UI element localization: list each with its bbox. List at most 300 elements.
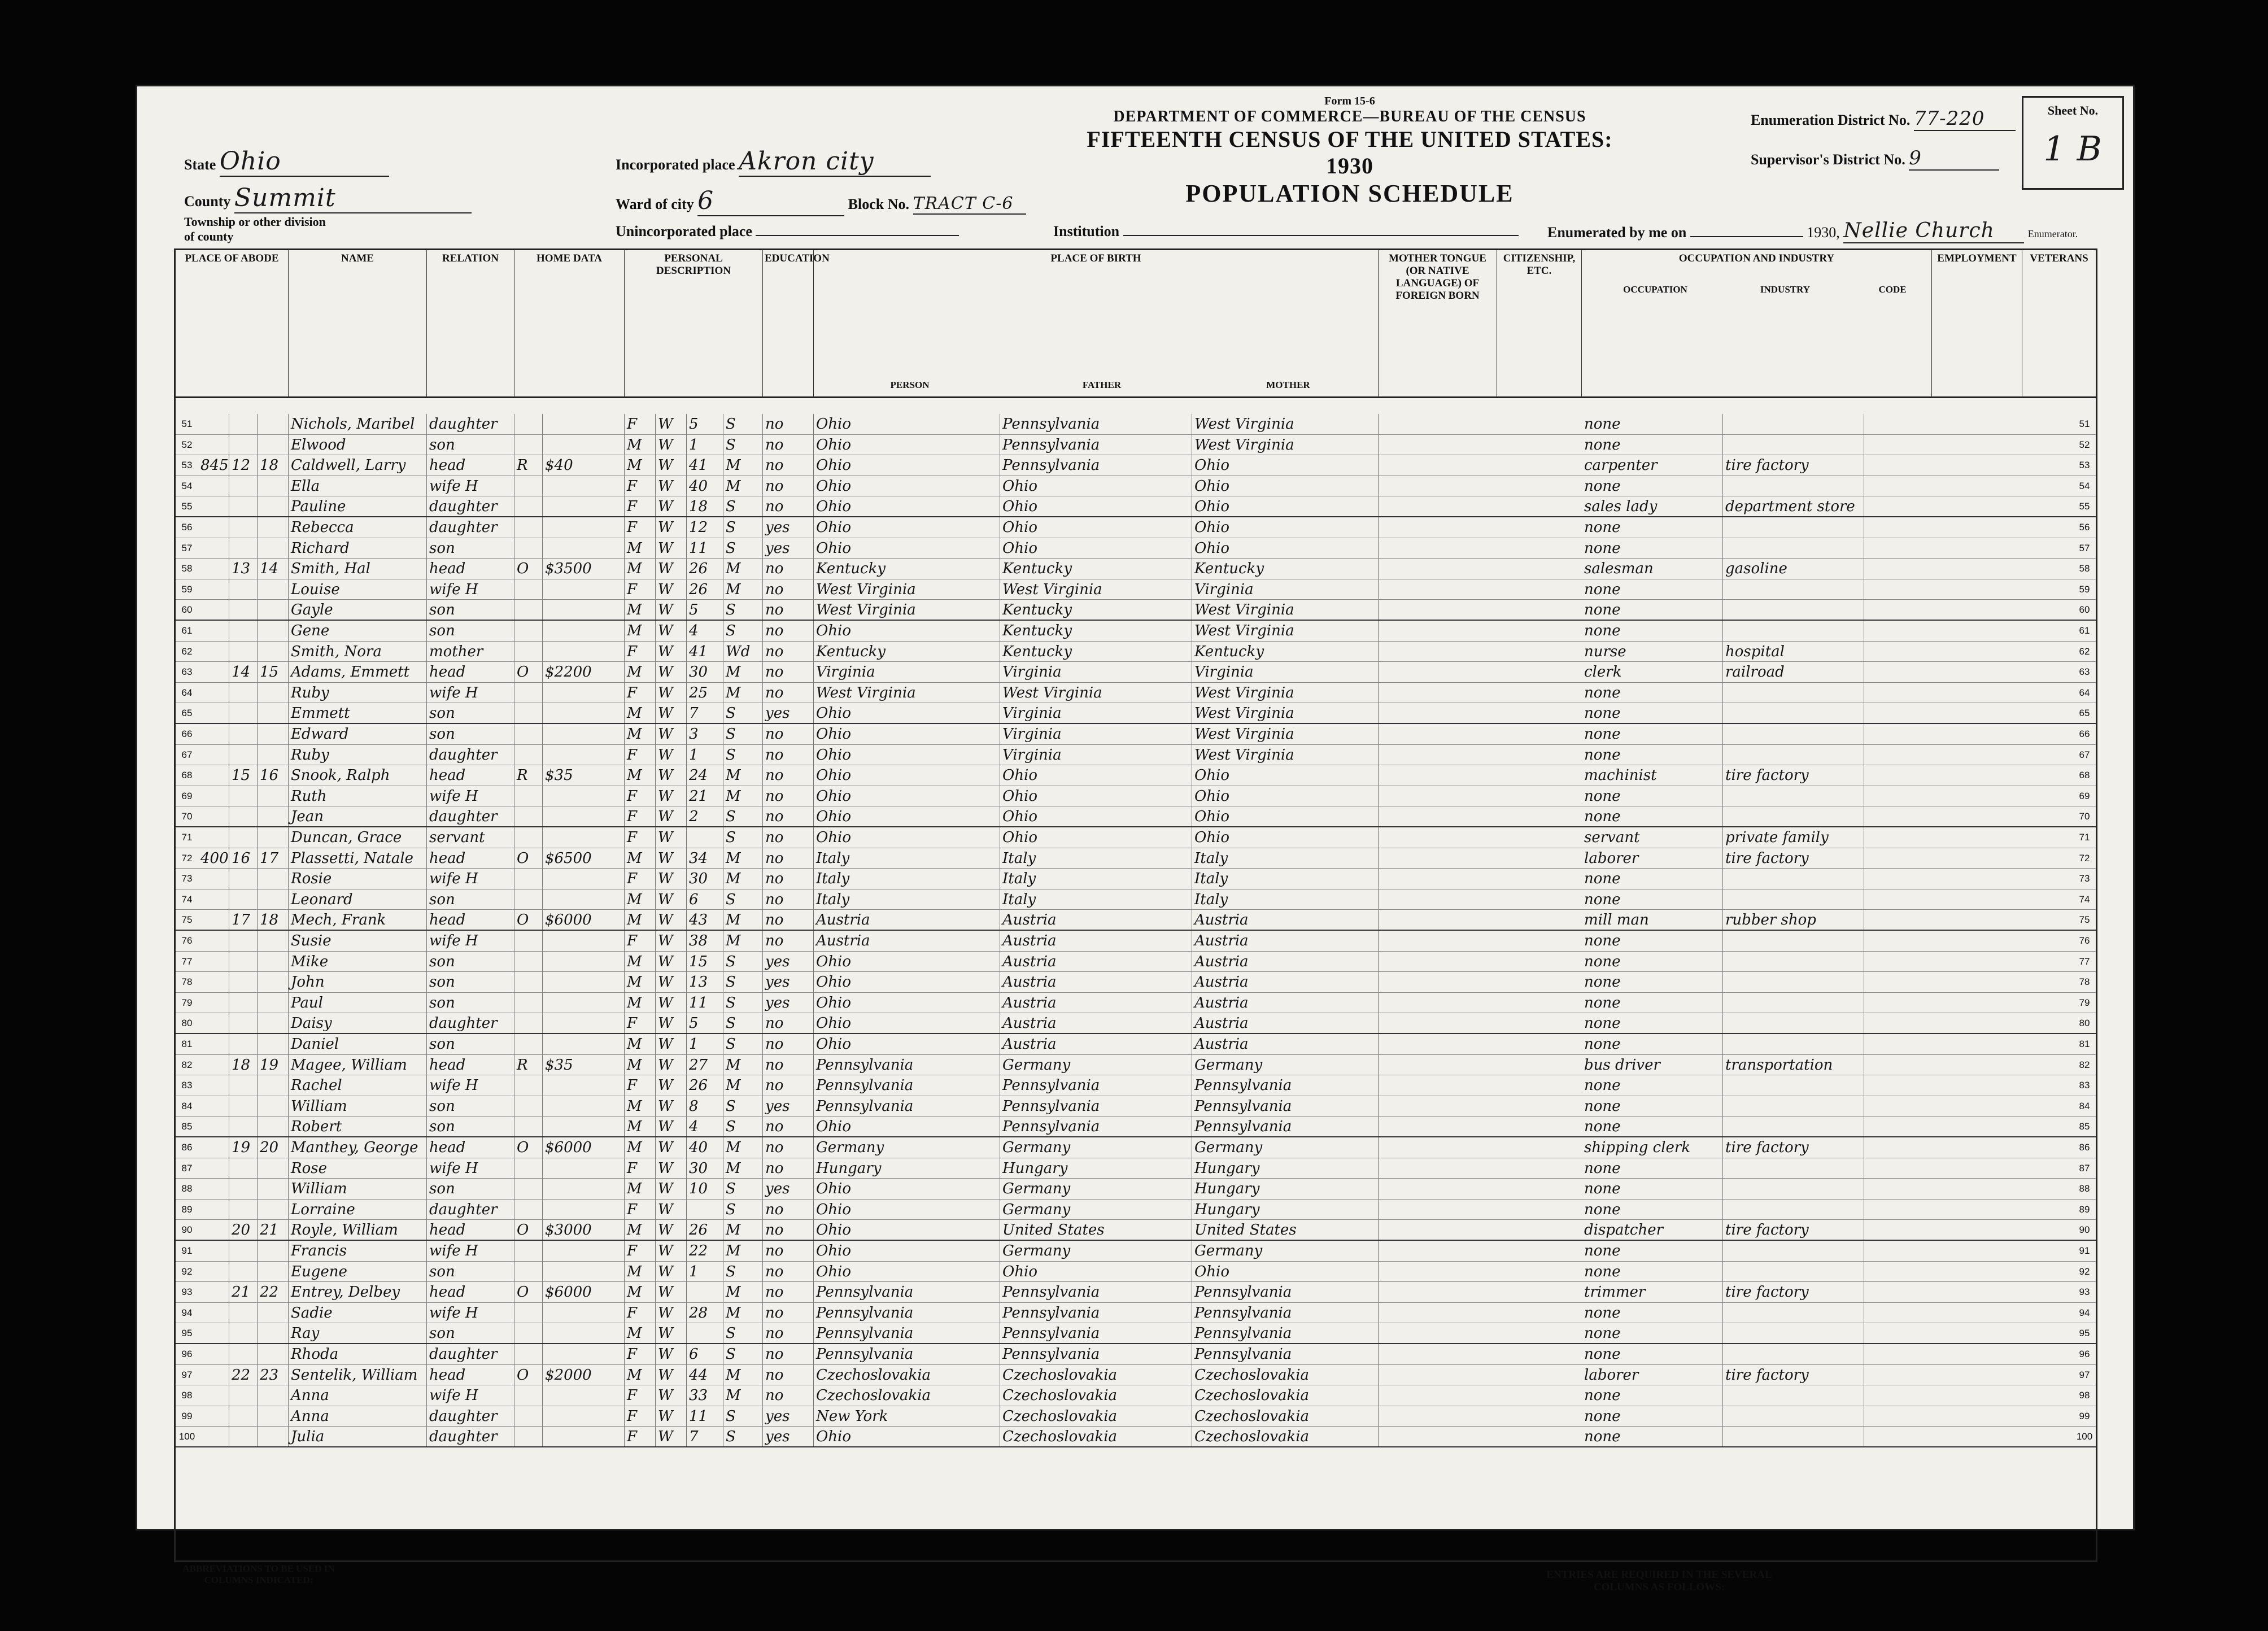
line-number: 80 [181,1018,193,1029]
cell-occ: none [1582,1013,1723,1033]
cell-ind [1723,435,1864,455]
cell-mother: Germany [1192,1241,1379,1261]
supervisor-label: Supervisor's District No. [1751,151,1905,168]
cell-value [543,517,625,538]
cell-home [514,931,543,951]
cell-value: $35 [543,765,625,786]
cell-father: Italy [1000,869,1192,889]
cell-age [687,827,723,848]
cell-father: Ohio [1000,806,1192,826]
cell-value [543,1385,625,1406]
table-row [176,765,2096,786]
table-row [176,1179,2096,1200]
cell-occ: sales lady [1582,496,1723,516]
cell-race: W [656,1117,687,1136]
cell-race: W [656,1282,687,1302]
footer [174,1563,2094,1631]
cell-race: W [656,1365,687,1385]
cell-home: R [514,1055,543,1075]
cell-rel: head [427,848,514,869]
cell-house [198,1262,229,1282]
cell-fam [258,745,289,765]
cell-age: 10 [687,1179,723,1199]
cell-age: 43 [687,910,723,930]
table-row [176,786,2096,807]
cell-fam [258,1344,289,1364]
cell-school: no [763,414,814,434]
table-row [176,1262,2096,1283]
cell-mother: Virginia [1192,662,1379,682]
cell-birth: Ohio [814,414,1000,434]
cell-sex: M [625,1137,656,1158]
cell-sex: F [625,1385,656,1406]
cell-school: no [763,1075,814,1096]
table-row [176,455,2096,476]
cell-father: Czechoslovakia [1000,1427,1192,1446]
line-number: 77 [181,956,193,967]
cell-home [514,724,543,744]
cell-school: no [763,579,814,600]
table-row [176,1200,2096,1220]
cell-occ: none [1582,869,1723,889]
cell-rel: daughter [427,1406,514,1427]
cell-birth: Pennsylvania [814,1282,1000,1302]
cell-name: Edward [289,724,427,744]
cell-ind: private family [1723,827,1864,848]
line-number-right: 96 [2079,1349,2090,1359]
cell-ms: S [723,517,763,538]
cell-rel: son [427,993,514,1013]
cell-name: Elwood [289,435,427,455]
enumerated-field [1547,219,2078,243]
cell-occ: none [1582,600,1723,620]
cell-rel: wife H [427,476,514,496]
cell-school: no [763,683,814,703]
cell-ms: S [723,621,763,641]
cell-dwell [229,1075,258,1096]
cell-mother: Czechoslovakia [1192,1406,1379,1427]
cell-occ: dispatcher [1582,1220,1723,1240]
cell-value: $2000 [543,1365,625,1385]
table-row [176,952,2096,973]
cell-race: W [656,1323,687,1343]
cell-occ: nurse [1582,642,1723,662]
cell-value [543,1406,625,1427]
cell-ind: railroad [1723,662,1864,682]
cell-value [543,538,625,559]
cell-dwell: 22 [229,1365,258,1385]
line-number-right: 60 [2079,604,2090,616]
cell-birth: Hungary [814,1158,1000,1179]
cell-school: no [763,786,814,806]
cell-dwell [229,931,258,951]
cell-dwell [229,1013,258,1033]
cell-age: 6 [687,1344,723,1364]
cell-sex: M [625,538,656,559]
table-row [176,806,2096,827]
cell-birth: Ohio [814,538,1000,559]
cell-fam [258,703,289,723]
cell-home [514,621,543,641]
cell-rel: daughter [427,1200,514,1220]
cell-race: W [656,476,687,496]
cell-sex: F [625,827,656,848]
block-label: Block No. [848,196,909,212]
cell-value [543,1344,625,1364]
table-row [176,1034,2096,1055]
line-number: 93 [181,1287,193,1298]
cell-fam [258,496,289,516]
cell-father: Kentucky [1000,621,1192,641]
cell-mother: West Virginia [1192,724,1379,744]
cell-father: Virginia [1000,745,1192,765]
cell-sex: M [625,848,656,869]
cell-value [543,1262,625,1282]
cell-mother: Pennsylvania [1192,1303,1379,1323]
table-row [176,1013,2096,1034]
cell-race: W [656,435,687,455]
cell-fam [258,1034,289,1054]
state-value: Ohio [220,147,389,177]
enumerated-year: 1930, [1807,224,1840,241]
cell-ind: tire factory [1723,765,1864,786]
cell-school: yes [763,1427,814,1446]
cell-fam [258,1200,289,1220]
cell-sex: M [625,455,656,476]
cell-ind [1723,1241,1864,1261]
cell-dwell [229,1034,258,1054]
cell-race: W [656,745,687,765]
cell-age: 26 [687,1220,723,1240]
line-number: 73 [181,873,193,884]
cell-age: 5 [687,1013,723,1033]
table-row [176,910,2096,931]
cell-age: 3 [687,724,723,744]
cell-ms: Wd [723,642,763,662]
cell-rel: son [427,1262,514,1282]
cell-occ: none [1582,414,1723,434]
cell-sex: F [625,414,656,434]
cell-value [543,435,625,455]
cell-home [514,1096,543,1117]
cell-name: Sentelik, William [289,1365,427,1385]
county-field [184,184,472,213]
cell-dwell [229,600,258,620]
cell-name: Pauline [289,496,427,516]
line-number: 65 [181,708,193,719]
cell-school: no [763,869,814,889]
cell-house [198,1385,229,1406]
cell-ms: S [723,600,763,620]
cell-ms: M [723,1055,763,1075]
enum-district-value: 77-220 [1914,107,2016,131]
line-number-right: 80 [2079,1018,2090,1029]
cell-birth: Austria [814,931,1000,951]
line-number-right: 59 [2079,583,2090,595]
table-row [176,972,2096,993]
cell-ms: S [723,1262,763,1282]
cell-occ: none [1582,1344,1723,1364]
line-number: 82 [181,1059,193,1070]
cell-ind [1723,1096,1864,1117]
cell-ms: M [723,1158,763,1179]
line-number-right: 65 [2079,708,2090,719]
cell-birth: Germany [814,1137,1000,1158]
cell-mother: Pennsylvania [1192,1282,1379,1302]
cell-age: 4 [687,1117,723,1136]
line-number-right: 76 [2079,935,2090,946]
cell-ind [1723,889,1864,910]
cell-house [198,683,229,703]
col-personal: PERSONAL DESCRIPTION [625,250,763,398]
cell-value [543,579,625,600]
cell-age: 8 [687,1096,723,1117]
table-row [176,1137,2096,1158]
cell-ms: S [723,1427,763,1446]
cell-school: no [763,1055,814,1075]
cell-birth: Ohio [814,1427,1000,1446]
cell-ind [1723,1179,1864,1199]
table-row [176,869,2096,889]
col-employment: EMPLOYMENT [1932,250,2022,398]
cell-value [543,724,625,744]
cell-school: no [763,931,814,951]
line-number-right: 64 [2079,687,2090,698]
cell-race: W [656,993,687,1013]
cell-rel: head [427,662,514,682]
cell-age: 21 [687,786,723,806]
cell-name: Susie [289,931,427,951]
cell-school: no [763,642,814,662]
cell-birth: Ohio [814,455,1000,476]
cell-father: Kentucky [1000,642,1192,662]
cell-ind: transportation [1723,1055,1864,1075]
table-row [176,724,2096,745]
cell-mother: West Virginia [1192,435,1379,455]
line-number: 62 [181,646,193,657]
cell-house [198,662,229,682]
cell-occ: none [1582,1303,1723,1323]
cell-birth: Ohio [814,1220,1000,1240]
cell-occ: none [1582,476,1723,496]
cell-ind [1723,476,1864,496]
line-number: 75 [181,914,193,926]
cell-ms: M [723,1137,763,1158]
cell-ind [1723,414,1864,434]
cell-mother: Germany [1192,1055,1379,1075]
cell-rel: wife H [427,1303,514,1323]
cell-birth: Ohio [814,786,1000,806]
cell-sex: F [625,1241,656,1261]
line-number-right: 66 [2079,729,2090,739]
cell-ind: tire factory [1723,1282,1864,1302]
cell-father: Hungary [1000,1158,1192,1179]
cell-dwell [229,1262,258,1282]
cell-birth: Ohio [814,496,1000,516]
cell-father: Ohio [1000,1262,1192,1282]
cell-sex: F [625,1303,656,1323]
line-number: 76 [181,935,193,946]
cell-value [543,1303,625,1323]
cell-value [543,889,625,910]
cell-father: Virginia [1000,662,1192,682]
cell-occ: none [1582,724,1723,744]
cell-birth: Ohio [814,972,1000,992]
cell-father: Ohio [1000,496,1192,516]
cell-race: W [656,931,687,951]
cell-dwell [229,1117,258,1136]
cell-dwell: 20 [229,1220,258,1240]
cell-occ: none [1582,1262,1723,1282]
cell-school: no [763,765,814,786]
county-value: Summit [234,184,472,213]
cell-mother: Austria [1192,1034,1379,1054]
cell-rel: head [427,910,514,930]
cell-rel: wife H [427,683,514,703]
cell-fam [258,931,289,951]
cell-home [514,414,543,434]
cell-rel: son [427,724,514,744]
cell-ind [1723,600,1864,620]
cell-race: W [656,848,687,869]
cell-birth: Ohio [814,806,1000,826]
line-number-right: 62 [2079,646,2090,657]
cell-ind [1723,972,1864,992]
cell-race: W [656,538,687,559]
cell-fam [258,1158,289,1179]
cell-occ: none [1582,1158,1723,1179]
cell-home [514,600,543,620]
cell-occ: none [1582,1179,1723,1199]
cell-name: Eugene [289,1262,427,1282]
cell-race: W [656,910,687,930]
cell-ind: tire factory [1723,848,1864,869]
cell-ms: M [723,1385,763,1406]
line-number-right: 74 [2079,893,2090,905]
cell-age: 26 [687,579,723,600]
cell-occ: none [1582,1323,1723,1343]
cell-school: no [763,476,814,496]
cell-mother: Germany [1192,1137,1379,1158]
cell-fam [258,517,289,538]
cell-dwell [229,993,258,1013]
cell-name: Sadie [289,1303,427,1323]
cell-house [198,414,229,434]
cell-value [543,1117,625,1136]
cell-rel: wife H [427,931,514,951]
institution-label: Institution [1053,223,1120,239]
cell-ms: S [723,435,763,455]
cell-father: Pennsylvania [1000,1075,1192,1096]
cell-mother: Czechoslovakia [1192,1365,1379,1385]
cell-ind [1723,1117,1864,1136]
cell-house [198,1323,229,1343]
cell-ind [1723,1200,1864,1220]
cell-race: W [656,1034,687,1054]
cell-house [198,1137,229,1158]
table-row [176,435,2096,456]
cell-dwell [229,1323,258,1343]
cell-house [198,559,229,579]
cell-occ: none [1582,703,1723,723]
cell-home: O [514,662,543,682]
cell-name: Rose [289,1158,427,1179]
cell-rel: son [427,435,514,455]
cell-rel: daughter [427,806,514,826]
cell-sex: M [625,1117,656,1136]
cell-ms: S [723,806,763,826]
cell-father: Pennsylvania [1000,455,1192,476]
cell-house: 400 [198,848,229,869]
cell-sex: M [625,435,656,455]
cell-ms: M [723,931,763,951]
cell-house [198,869,229,889]
cell-ms: M [723,1365,763,1385]
cell-value [543,642,625,662]
cell-fam [258,786,289,806]
cell-ind [1723,724,1864,744]
cell-school: yes [763,517,814,538]
cell-mother: Czechoslovakia [1192,1427,1379,1446]
cell-value [543,1013,625,1033]
cell-father: Austria [1000,1034,1192,1054]
cell-ms: S [723,538,763,559]
cell-occ: none [1582,1075,1723,1096]
cell-father: Austria [1000,972,1192,992]
cell-value [543,931,625,951]
cell-value [543,1427,625,1446]
line-number: 51 [181,418,193,429]
cell-ind [1723,683,1864,703]
table-row [176,1344,2096,1365]
cell-mother: Ohio [1192,765,1379,786]
cell-birth: Ohio [814,621,1000,641]
cell-ms: S [723,1179,763,1199]
cell-dwell [229,745,258,765]
line-number: 94 [181,1307,193,1318]
cell-ind [1723,1303,1864,1323]
line-number-right: 73 [2079,873,2090,884]
cell-dwell [229,1096,258,1117]
cell-birth: Ohio [814,1200,1000,1220]
cell-father: Virginia [1000,703,1192,723]
cell-value: $6000 [543,910,625,930]
table-row [176,476,2096,497]
cell-name: Daisy [289,1013,427,1033]
cell-house [198,579,229,600]
cell-father: Italy [1000,889,1192,910]
line-number: 88 [181,1183,193,1194]
cell-home [514,1427,543,1446]
line-number: 72 [181,852,193,864]
cell-rel: head [427,1220,514,1240]
cell-rel: head [427,559,514,579]
cell-dwell [229,724,258,744]
unincorporated-field [616,223,959,240]
cell-race: W [656,1096,687,1117]
cell-age: 13 [687,972,723,992]
cell-fam: 16 [258,765,289,786]
cell-name: Jean [289,806,427,826]
cell-dwell [229,476,258,496]
cell-race: W [656,765,687,786]
cell-value [543,1034,625,1054]
cell-value: $6000 [543,1282,625,1302]
cell-dwell [229,496,258,516]
line-number-right: 79 [2079,997,2090,1008]
cell-father: Ohio [1000,538,1192,559]
cell-occ: none [1582,993,1723,1013]
